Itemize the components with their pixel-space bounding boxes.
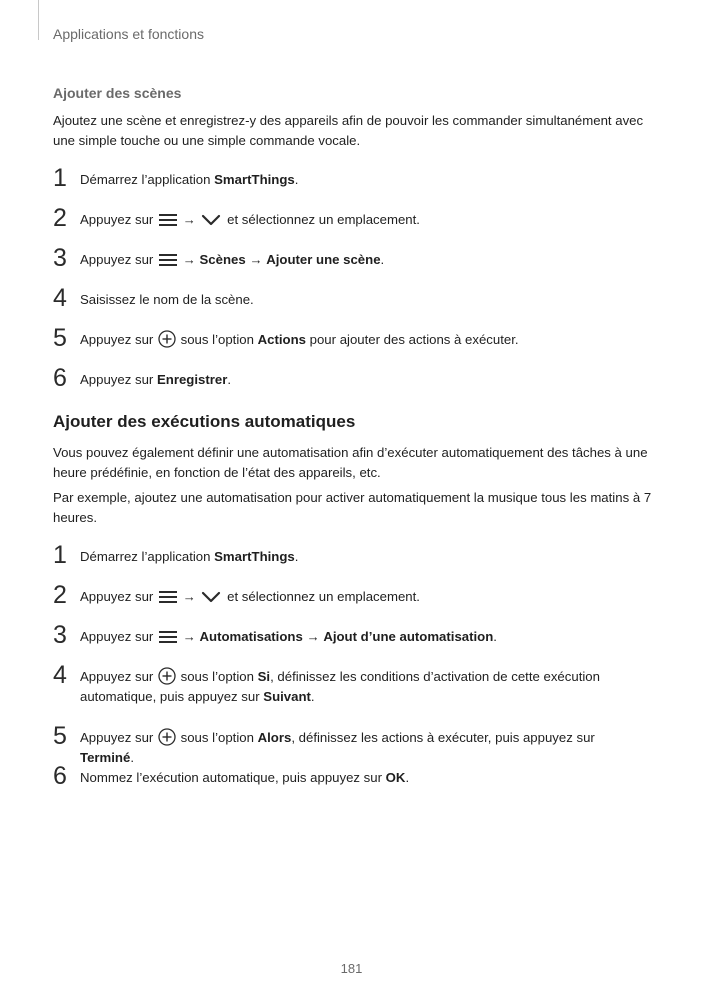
step-number: 1 <box>53 164 67 192</box>
header-rule <box>38 0 39 40</box>
scenes-intro: Ajoutez une scène et enregistrez-y des appareils afin de pouvoir les commander simultanément avec une simple touche ou une simple commande vocale. <box>53 113 644 148</box>
add-circle-icon <box>158 667 176 685</box>
step-text: Nommez l’exécution automatique, puis appuyez sur OK. <box>80 770 410 785</box>
step-text: Appuyez sur → Scènes → Ajouter une scène. <box>80 252 385 267</box>
scene-step-1 <box>53 164 653 192</box>
step-number: 1 <box>53 541 67 569</box>
step-text: Appuyez sur sous l’option Actions pour ajouter des actions à exécuter. <box>80 332 519 347</box>
step-number: 6 <box>53 364 67 392</box>
step-text: Appuyez sur sous l’option Si, définissez les conditions d’activation de cette exécution automatique, puis appuyez sur Suivant. <box>80 669 600 704</box>
menu-icon <box>158 589 178 605</box>
auto-step-1 <box>53 541 653 569</box>
step-text: Saisissez le nom de la scène. <box>80 292 254 307</box>
step-text: Appuyez sur sous l’option Alors, définissez les actions à exécuter, puis appuyez sur Terminé. <box>80 730 595 765</box>
scene-step-2 <box>53 204 653 232</box>
auto-step-4 <box>53 661 653 708</box>
auto-step-6 <box>53 762 653 790</box>
scene-step-5 <box>53 324 653 352</box>
step-text: Appuyez sur → et sélectionnez un emplacement. <box>80 589 420 604</box>
auto-step-5 <box>53 722 653 765</box>
step-text: Démarrez l’application SmartThings. <box>80 172 299 187</box>
add-circle-icon <box>158 330 176 348</box>
menu-icon <box>158 252 178 268</box>
step-number: 2 <box>53 581 67 609</box>
chevron-down-icon <box>200 212 222 228</box>
scene-step-6 <box>53 364 653 392</box>
step-number: 6 <box>53 762 67 790</box>
automations-example: Par exemple, ajoutez une automatisation pour activer automatiquement la musique tous les matins à 7 heures. <box>53 490 652 525</box>
step-text: Démarrez l’application SmartThings. <box>80 549 299 564</box>
menu-icon <box>158 629 178 645</box>
step-number: 2 <box>53 204 67 232</box>
chevron-down-icon <box>200 589 222 605</box>
step-text: Appuyez sur Enregistrer. <box>80 372 232 387</box>
step-number: 5 <box>53 722 67 750</box>
step-number: 4 <box>53 661 67 689</box>
automations-title: Ajouter des exécutions automatiques <box>53 412 356 431</box>
step-number: 5 <box>53 324 67 352</box>
step-number: 3 <box>53 244 67 272</box>
scene-step-3 <box>53 244 653 272</box>
add-circle-icon <box>158 728 176 746</box>
page-header: Applications et fonctions <box>53 26 204 42</box>
auto-step-3 <box>53 621 653 649</box>
scenes-title: Ajouter des scènes <box>53 85 182 101</box>
page-number: 181 <box>340 961 363 976</box>
auto-step-2 <box>53 581 653 609</box>
menu-icon <box>158 212 178 228</box>
automations-intro: Vous pouvez également définir une automatisation afin d’exécuter automatiquement des tâches à une heure prédéfinie, en fonction de l’état des appareils, etc. <box>53 445 648 480</box>
step-number: 4 <box>53 284 67 312</box>
scene-step-4 <box>53 284 653 312</box>
step-number: 3 <box>53 621 67 649</box>
step-text: Appuyez sur → Automatisations → Ajout d’une automatisation. <box>80 629 497 644</box>
step-text: Appuyez sur → et sélectionnez un emplacement. <box>80 212 420 227</box>
